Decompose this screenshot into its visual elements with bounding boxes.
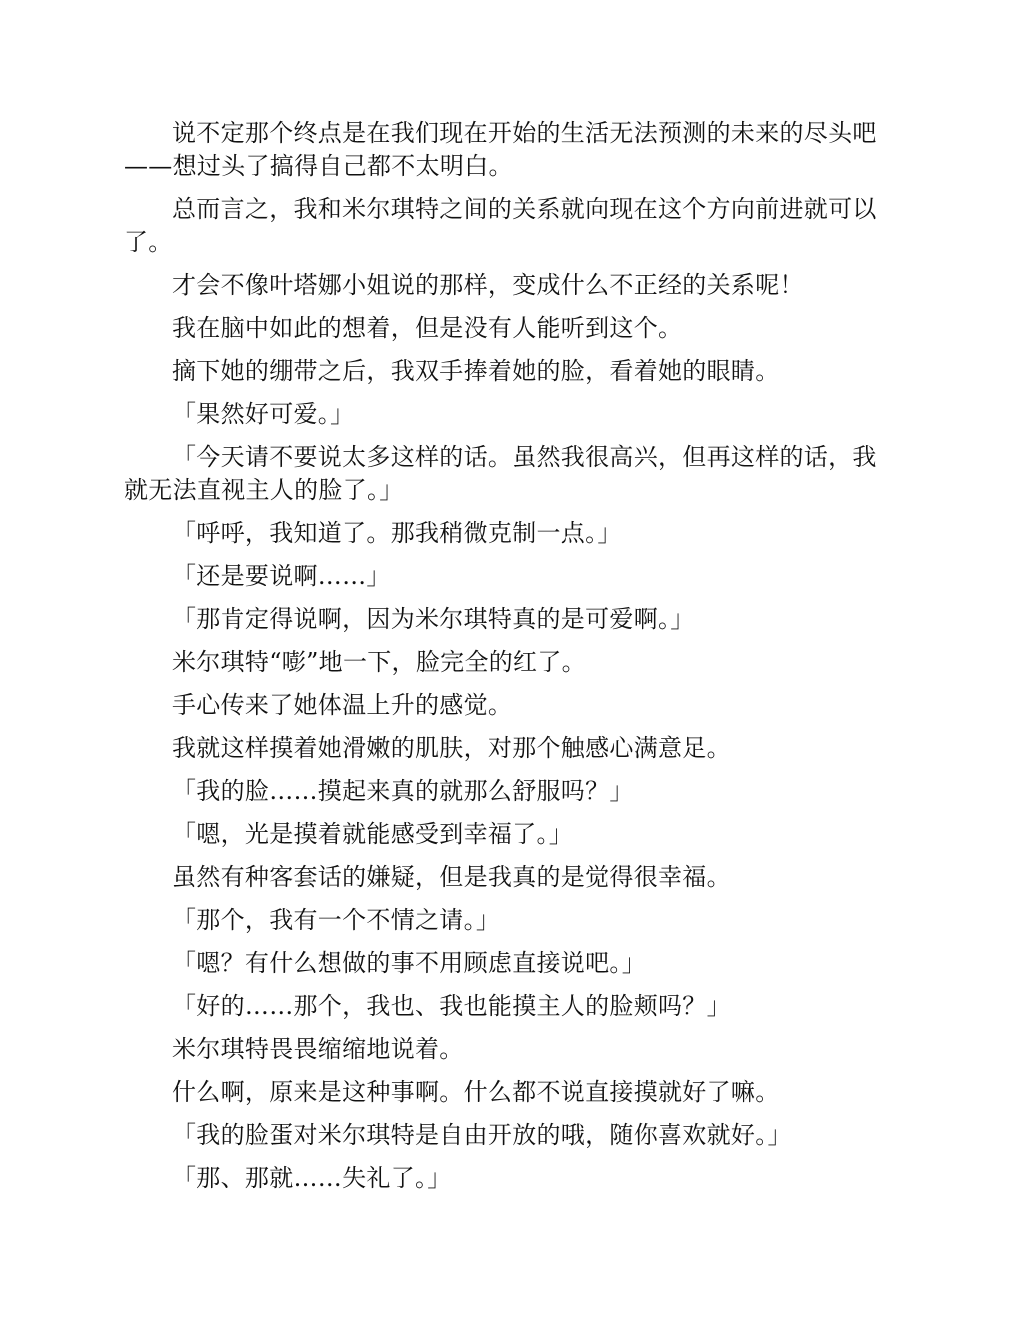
paragraph: 什么啊，原来是这种事啊。什么都不说直接摸就好了嘛。 — [172, 1078, 780, 1106]
paragraph: 说不定那个终点是在我们现在开始的生活无法预测的未来的尽头吧——想过头了搞得自己都不太明白。 — [124, 119, 877, 180]
paragraph: 我就这样摸着她滑嫩的肌肤，对那个触感心满意足。 — [172, 734, 731, 762]
dialogue-line: 「那、那就……失礼了。」 — [172, 1164, 452, 1192]
dialogue-line: 「那肯定得说啊，因为米尔琪特真的是可爱啊。」 — [172, 605, 695, 633]
paragraph: 米尔琪特畏畏缩缩地说着。 — [172, 1035, 464, 1063]
dialogue-line: 「那个，我有一个不情之请。」 — [172, 906, 501, 934]
dialogue-line: 「我的脸蛋对米尔琪特是自由开放的哦，随你喜欢就好。」 — [172, 1121, 792, 1149]
paragraph: 虽然有种客套话的嫌疑，但是我真的是觉得很幸福。 — [172, 863, 731, 891]
paragraph: 总而言之，我和米尔琪特之间的关系就向现在这个方向前进就可以了。 — [124, 195, 877, 256]
dialogue-line: 「我的脸……摸起来真的就那么舒服吗？」 — [172, 777, 634, 805]
dialogue-line: 「好的……那个，我也、我也能摸主人的脸颊吗？」 — [172, 992, 731, 1020]
paragraph: 摘下她的绷带之后，我双手捧着她的脸，看着她的眼睛。 — [172, 357, 780, 385]
paragraph: 手心传来了她体温上升的感觉。 — [172, 691, 513, 719]
dialogue-line: 「嗯，光是摸着就能感受到幸福了。」 — [172, 820, 574, 848]
paragraph: 我在脑中如此的想着，但是没有人能听到这个。 — [172, 314, 683, 342]
paragraph: 才会不像叶塔娜小姐说的那样，变成什么不正经的关系呢！ — [172, 271, 804, 299]
paragraph: 米尔琪特“嘭”地一下，脸完全的红了。 — [172, 648, 586, 676]
body-text — [124, 117, 900, 1205]
dialogue-line: 「今天请不要说太多这样的话。虽然我很高兴，但再这样的话，我就无法直视主人的脸了。」 — [124, 443, 877, 504]
dialogue-line: 「呼呼，我知道了。那我稍微克制一点。」 — [172, 519, 622, 547]
dialogue-line: 「果然好可爱。」 — [172, 400, 355, 428]
dialogue-line: 「嗯？有什么想做的事不用顾虑直接说吧。」 — [172, 949, 646, 977]
dialogue-line: 「还是要说啊……」 — [172, 562, 391, 590]
